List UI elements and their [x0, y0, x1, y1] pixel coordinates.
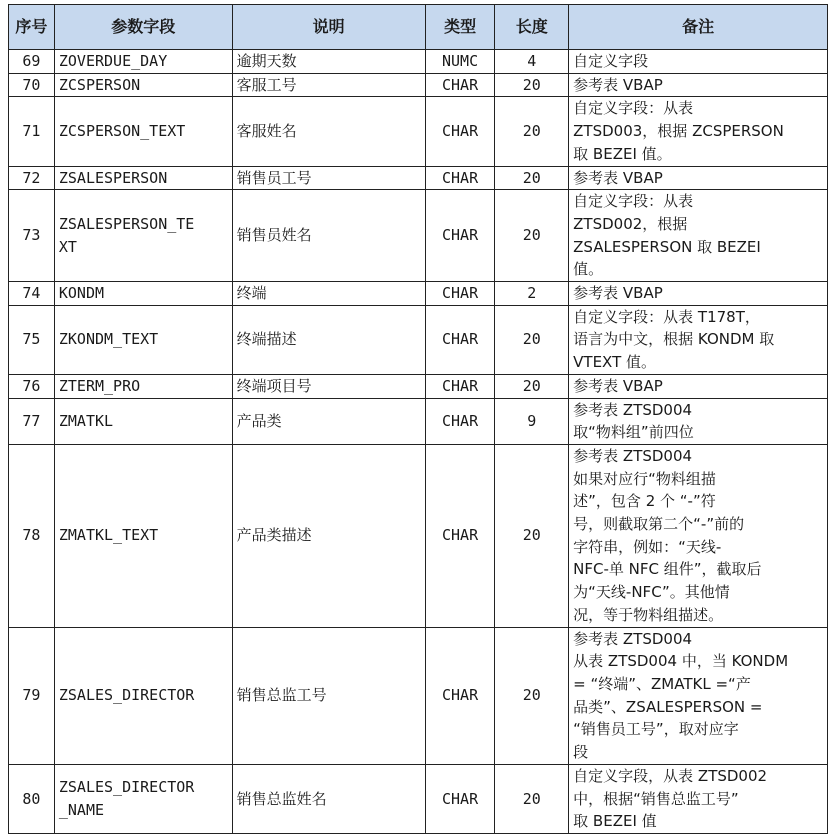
param-field-cell	[54, 190, 232, 282]
table-row	[9, 166, 828, 190]
table-row	[9, 764, 828, 833]
type-cell: CHAR	[425, 190, 495, 282]
note-line: 取“物料组”前四位	[573, 423, 694, 442]
table-row	[9, 444, 828, 627]
description-cell: 客服工号	[232, 73, 425, 97]
header-desc: 说明	[232, 5, 425, 50]
param-field-line: KONDM	[58, 284, 105, 303]
length-cell: 20	[495, 97, 569, 166]
note-line: 自定义字段	[573, 52, 649, 70]
header-num: 序号	[9, 5, 55, 50]
param-field-cell	[54, 398, 232, 444]
note-cell	[569, 282, 828, 306]
note-line: 号，则截取第二个“-”前的	[573, 515, 745, 534]
note-line: 值。	[573, 260, 604, 279]
length-cell: 20	[495, 305, 569, 374]
note-line: 自定义字段：从表 T178T，	[573, 307, 760, 326]
header-note: 备注	[569, 5, 828, 50]
param-field-cell	[54, 166, 232, 190]
note-line: 自定义字段：从表	[573, 99, 694, 118]
note-cell	[569, 444, 828, 627]
param-field-cell	[54, 374, 232, 398]
row-number: 76	[9, 374, 55, 398]
note-line: 参考表 VBAP	[573, 168, 663, 187]
param-field-cell	[54, 97, 232, 166]
note-cell	[569, 374, 828, 398]
note-line: = “终端”、ZMATKL =“产	[573, 674, 751, 693]
note-line: 参考表 ZTSD004	[573, 400, 693, 419]
row-number: 75	[9, 305, 55, 374]
description-cell: 产品类	[232, 398, 425, 444]
note-cell	[569, 190, 828, 282]
param-field-cell	[54, 305, 232, 374]
type-cell: CHAR	[425, 97, 495, 166]
description-cell: 终端描述	[232, 305, 425, 374]
type-cell: CHAR	[425, 627, 495, 764]
note-line: 中，根据“销售总监工号”	[573, 789, 739, 808]
description-cell: 产品类描述	[232, 444, 425, 627]
type-cell: CHAR	[425, 305, 495, 374]
header-type: 类型	[425, 5, 495, 50]
description-cell: 终端	[232, 282, 425, 306]
row-number: 69	[9, 50, 55, 74]
note-line: 为“天线-NFC”。其他情	[573, 583, 730, 602]
param-field-cell	[54, 50, 232, 74]
field-definition-table	[8, 4, 828, 834]
length-cell: 20	[495, 73, 569, 97]
note-line: 参考表 VBAP	[573, 376, 663, 395]
note-line: 自定义字段，从表 ZTSD002	[573, 766, 768, 785]
param-field-line: ZMATKL	[58, 411, 114, 430]
note-cell	[569, 305, 828, 374]
type-cell: CHAR	[425, 374, 495, 398]
param-field-line: _NAME	[58, 800, 105, 819]
note-line: 语言为中文，根据 KONDM 取	[573, 330, 775, 349]
table-row	[9, 374, 828, 398]
row-number: 71	[9, 97, 55, 166]
note-line: 参考表 ZTSD004	[573, 629, 693, 648]
param-field-line: ZTERM_PRO	[58, 376, 141, 395]
length-cell: 20	[495, 166, 569, 190]
description-cell: 终端项目号	[232, 374, 425, 398]
note-line: 况，等于物料组描述。	[573, 605, 724, 624]
note-line: ZSALESPERSON 取 BEZEI	[573, 237, 761, 256]
param-field-cell	[54, 282, 232, 306]
description-cell: 销售员姓名	[232, 190, 425, 282]
length-cell: 20	[495, 190, 569, 282]
note-line: 参考表 ZTSD004	[573, 446, 693, 465]
note-line: ZTSD002，根据	[573, 214, 688, 233]
note-cell	[569, 97, 828, 166]
table-row	[9, 627, 828, 764]
note-line: 述”，包含 2 个 “-”符	[573, 492, 716, 511]
row-number: 72	[9, 166, 55, 190]
param-field-line: ZSALESPERSON_TE	[58, 214, 195, 233]
description-cell: 销售总监姓名	[232, 764, 425, 833]
param-field-line: ZSALES_DIRECTOR	[58, 778, 195, 797]
note-line: 如果对应行“物料组描	[573, 469, 716, 488]
table-row	[9, 73, 828, 97]
param-field-line: ZSALES_DIRECTOR	[58, 686, 195, 705]
note-line: 自定义字段：从表	[573, 192, 694, 211]
header-len: 长度	[495, 5, 569, 50]
note-cell	[569, 627, 828, 764]
note-line: 段	[573, 743, 589, 762]
type-cell: NUMC	[425, 50, 495, 74]
note-cell	[569, 50, 828, 74]
row-number: 77	[9, 398, 55, 444]
note-line: 品类”、ZSALESPERSON =	[573, 697, 763, 716]
length-cell: 20	[495, 627, 569, 764]
note-line: 取 BEZEI 值	[573, 812, 657, 831]
param-field-line: ZOVERDUE_DAY	[58, 52, 168, 70]
param-field-line: XT	[58, 237, 77, 256]
length-cell: 20	[495, 764, 569, 833]
description-cell: 销售员工号	[232, 166, 425, 190]
param-field-cell	[54, 627, 232, 764]
table-row	[9, 190, 828, 282]
length-cell: 2	[495, 282, 569, 306]
type-cell: CHAR	[425, 444, 495, 627]
header-param: 参数字段	[54, 5, 232, 50]
type-cell: CHAR	[425, 73, 495, 97]
row-number: 79	[9, 627, 55, 764]
description-cell: 逾期天数	[232, 50, 425, 74]
description-cell: 客服姓名	[232, 97, 425, 166]
length-cell: 9	[495, 398, 569, 444]
length-cell: 4	[495, 50, 569, 74]
table-row	[9, 305, 828, 374]
row-number: 78	[9, 444, 55, 627]
param-field-line: ZSALESPERSON	[58, 168, 168, 187]
type-cell: CHAR	[425, 166, 495, 190]
row-number: 73	[9, 190, 55, 282]
param-field-cell	[54, 73, 232, 97]
length-cell: 20	[495, 444, 569, 627]
table-row	[9, 282, 828, 306]
note-line: 参考表 VBAP	[573, 75, 663, 94]
param-field-cell	[54, 444, 232, 627]
row-number: 74	[9, 282, 55, 306]
note-line: 参考表 VBAP	[573, 284, 663, 303]
param-field-line: ZMATKL_TEXT	[58, 526, 159, 545]
table-row	[9, 97, 828, 166]
length-cell: 20	[495, 374, 569, 398]
note-line: 从表 ZTSD004 中，当 KONDM	[573, 652, 789, 671]
table-row	[9, 398, 828, 444]
table-row	[9, 50, 828, 74]
note-line: 字符串，例如：“天线-	[573, 537, 722, 556]
param-field-line: ZKONDM_TEXT	[58, 330, 159, 349]
note-line: ZTSD003，根据 ZCSPERSON	[573, 122, 784, 141]
note-line: “销售员工号”，取对应字	[573, 720, 739, 739]
type-cell: CHAR	[425, 282, 495, 306]
note-line: VTEXT 值。	[573, 353, 657, 372]
note-line: NFC-单 NFC 组件”，截取后	[573, 560, 762, 579]
type-cell: CHAR	[425, 398, 495, 444]
note-cell	[569, 764, 828, 833]
row-number: 70	[9, 73, 55, 97]
param-field-cell	[54, 764, 232, 833]
type-cell: CHAR	[425, 764, 495, 833]
note-cell	[569, 166, 828, 190]
note-line: 取 BEZEI 值。	[573, 144, 672, 163]
header-row	[9, 5, 828, 50]
param-field-line: ZCSPERSON_TEXT	[58, 122, 186, 141]
note-cell	[569, 398, 828, 444]
description-cell: 销售总监工号	[232, 627, 425, 764]
row-number: 80	[9, 764, 55, 833]
note-cell	[569, 73, 828, 97]
param-field-line: ZCSPERSON	[58, 75, 141, 94]
table-body	[9, 50, 828, 834]
